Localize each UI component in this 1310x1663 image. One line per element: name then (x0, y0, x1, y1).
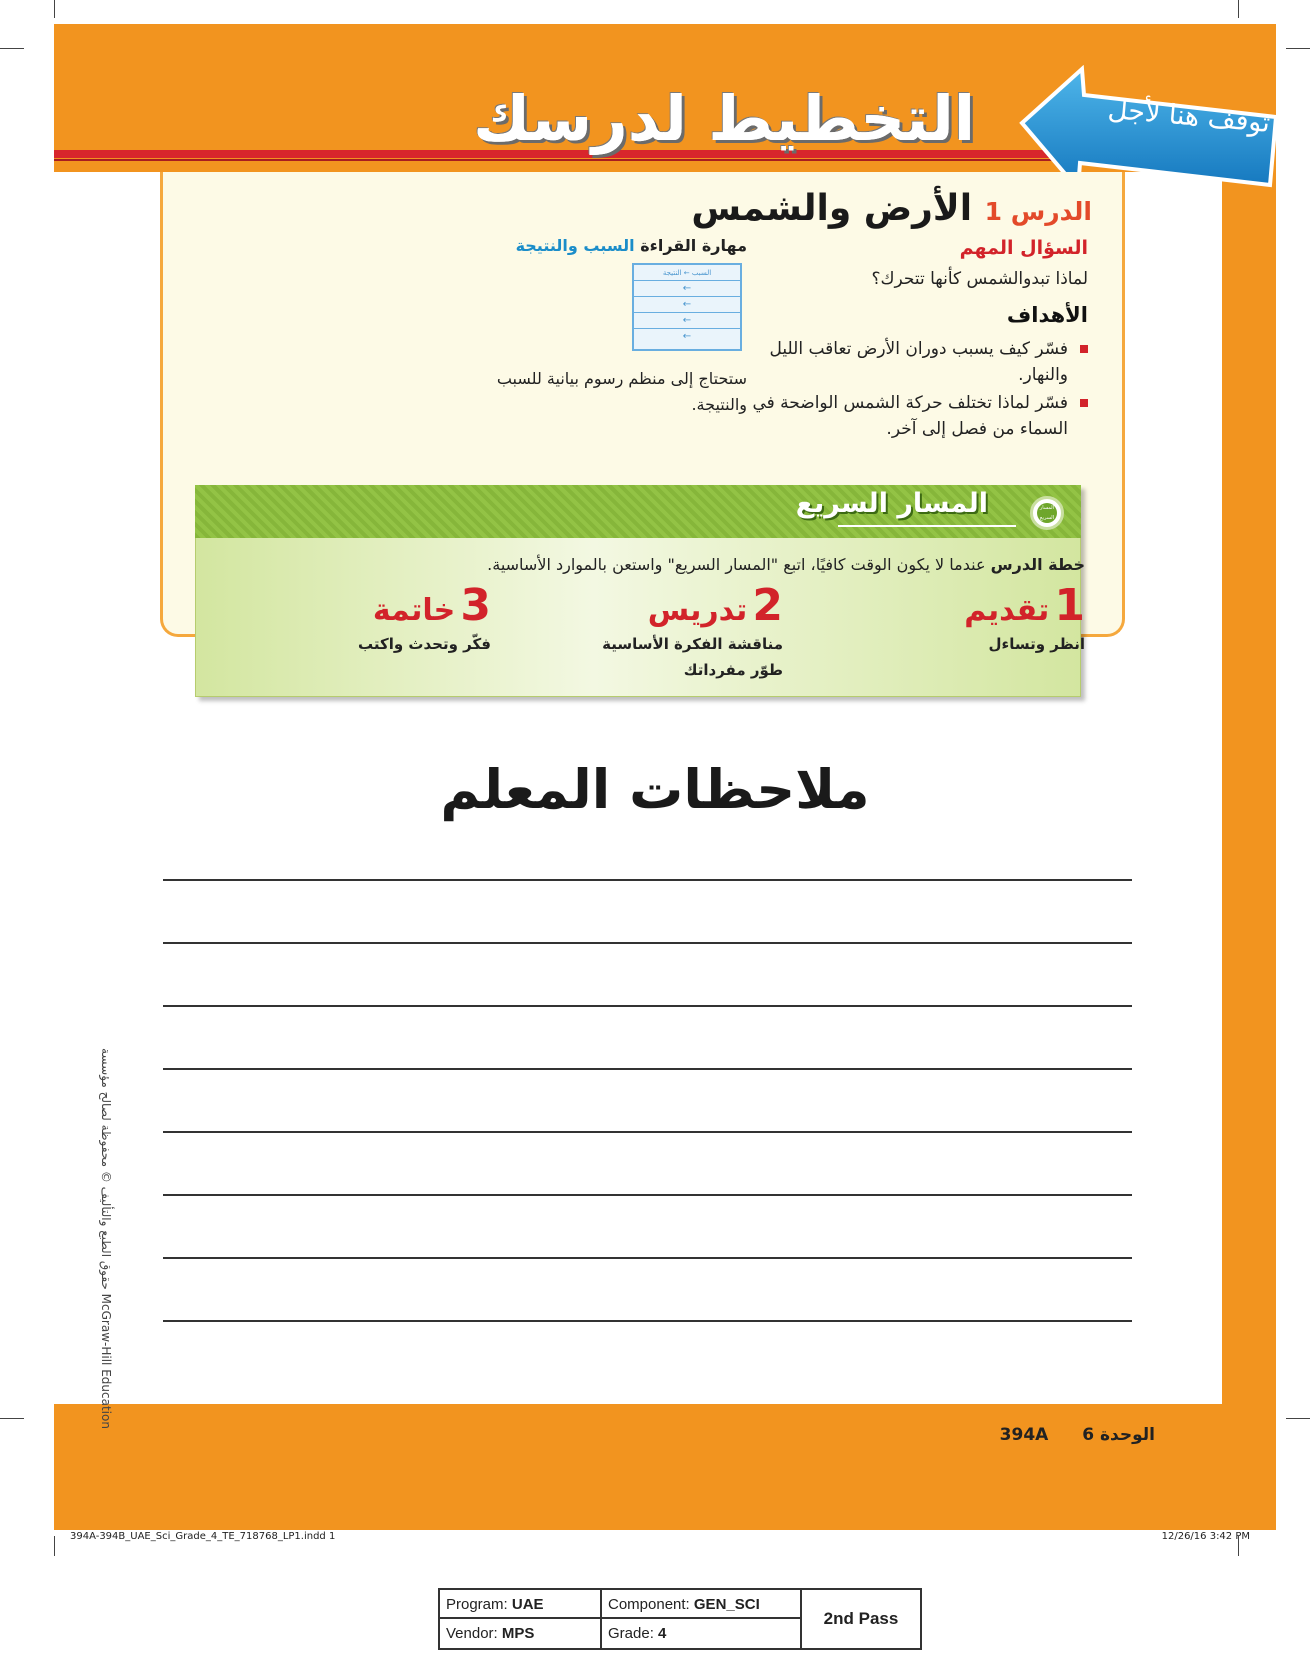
crop-mark (1238, 0, 1239, 18)
unit-label: الوحدة 6 (1082, 1425, 1155, 1445)
step-introduce (964, 580, 1085, 657)
objectives-list (748, 336, 1088, 444)
step-number: 1 (1054, 580, 1085, 631)
lesson-heading (691, 188, 1092, 229)
organizer-row (634, 281, 740, 297)
lesson-plan-text (487, 555, 1085, 574)
program-label: Program: (446, 1596, 508, 1613)
grade-label: Grade: (608, 1625, 654, 1642)
crop-mark (54, 1536, 55, 1556)
step-activity: انظر وتساءل (988, 635, 1085, 653)
objective-item: فسّر كيف يسبب دوران الأرض تعاقب الليل والنهار. (748, 336, 1088, 388)
organizer-row (634, 329, 740, 345)
lesson-plan-body: عندما لا يكون الوقت كافيًا، اتبع "المسار السريع" واستعن بالموارد الأساسية. (487, 555, 986, 574)
step-activity: مناقشة الفكرة الأساسية (602, 635, 783, 653)
pass-status: 2nd Pass (823, 1609, 899, 1628)
crop-mark (1286, 1418, 1310, 1419)
note-line (163, 1320, 1132, 1322)
lesson-plan-label: خطة الدرس (990, 555, 1085, 574)
date-slug: 12/26/16 3:42 PM (1161, 1531, 1250, 1542)
page-number: 394A (999, 1425, 1049, 1445)
component-value: GEN_SCI (693, 1596, 760, 1613)
note-line (163, 1131, 1132, 1133)
vendor-cell (440, 1619, 602, 1648)
stop-banner-text: توقف هنا لأجل (1106, 93, 1272, 139)
note-line (163, 1005, 1132, 1007)
step-name: تقديم (964, 593, 1050, 628)
cause-effect-organizer (632, 263, 742, 351)
note-line (163, 1194, 1132, 1196)
crop-mark (0, 48, 24, 49)
step-name: تدريس (647, 593, 748, 628)
program-value: UAE (511, 1596, 544, 1613)
essential-question-title: السؤال المهم (959, 237, 1088, 259)
crop-mark (54, 0, 55, 18)
note-line (163, 942, 1132, 944)
note-line (163, 879, 1132, 881)
lesson-title: الأرض والشمس (691, 188, 973, 229)
pass-table (438, 1588, 922, 1650)
file-slug: 394A-394B_UAE_Sci_Grade_4_TE_718768_LP1.indd 1 (70, 1531, 336, 1542)
reading-note: ستحتاج إلى منظم رسوم بيانية للسبب والنتيجة. (496, 369, 747, 414)
component-label: Component: (608, 1596, 690, 1613)
teacher-notes-title: ملاحظات المعلم (440, 758, 870, 821)
fast-track-title: المسار السريع (795, 488, 988, 519)
step-name: خاتمة (372, 593, 456, 628)
vendor-value: MPS (501, 1625, 535, 1642)
fast-track-underline (838, 525, 1016, 527)
arrow-left-icon: ← (682, 283, 692, 294)
crop-mark (1286, 48, 1310, 49)
fast-track-icon (1030, 496, 1064, 530)
step-teach (602, 580, 783, 683)
lesson-number: الدرس 1 (984, 197, 1092, 226)
step-activity: طوّر مفرداتك (683, 661, 783, 679)
step-activity: فكّر وتحدث واكتب (357, 635, 491, 653)
crop-mark (0, 1418, 24, 1419)
fast-track-icon-label: المسار السريع (1037, 503, 1057, 523)
arrow-left-icon: ← (682, 315, 692, 326)
step-number: 3 (460, 580, 491, 631)
reading-skill-label: مهارة القراءة (640, 236, 747, 255)
organizer-row (634, 265, 740, 281)
side-copyright (93, 1048, 117, 1429)
note-line (163, 1068, 1132, 1070)
program-cell (440, 1590, 602, 1619)
reading-skill-name: السبب والنتيجة (515, 236, 635, 255)
page-title: التخطيط لدرسك (473, 82, 975, 155)
grade-cell (602, 1619, 802, 1648)
organizer-header: السبب ← النتيجة (662, 269, 712, 277)
essential-question: لماذا تبدوالشمس كأنها تتحرك؟ (871, 269, 1088, 289)
reading-skill (516, 236, 747, 255)
objectives-title: الأهداف (1006, 303, 1088, 327)
organizer-row (634, 313, 740, 329)
vendor-label: Vendor: (446, 1625, 498, 1642)
step-close (358, 580, 491, 657)
step-number: 2 (752, 580, 783, 631)
component-cell (602, 1590, 802, 1619)
page-footer (1000, 1425, 1155, 1445)
arrow-left-icon: ← (682, 331, 692, 342)
organizer-row (634, 297, 740, 313)
grade-value: 4 (658, 1625, 667, 1642)
copyright-text: حقوق الطبع والتأليف © محفوظة لصالح مؤسسة McGraw-Hill Education (99, 1048, 113, 1429)
objective-item: فسّر لماذا تختلف حركة الشمس الواضحة في السماء من فصل إلى آخر. (748, 390, 1088, 442)
arrow-left-icon: ← (682, 299, 692, 310)
note-line (163, 1257, 1132, 1259)
